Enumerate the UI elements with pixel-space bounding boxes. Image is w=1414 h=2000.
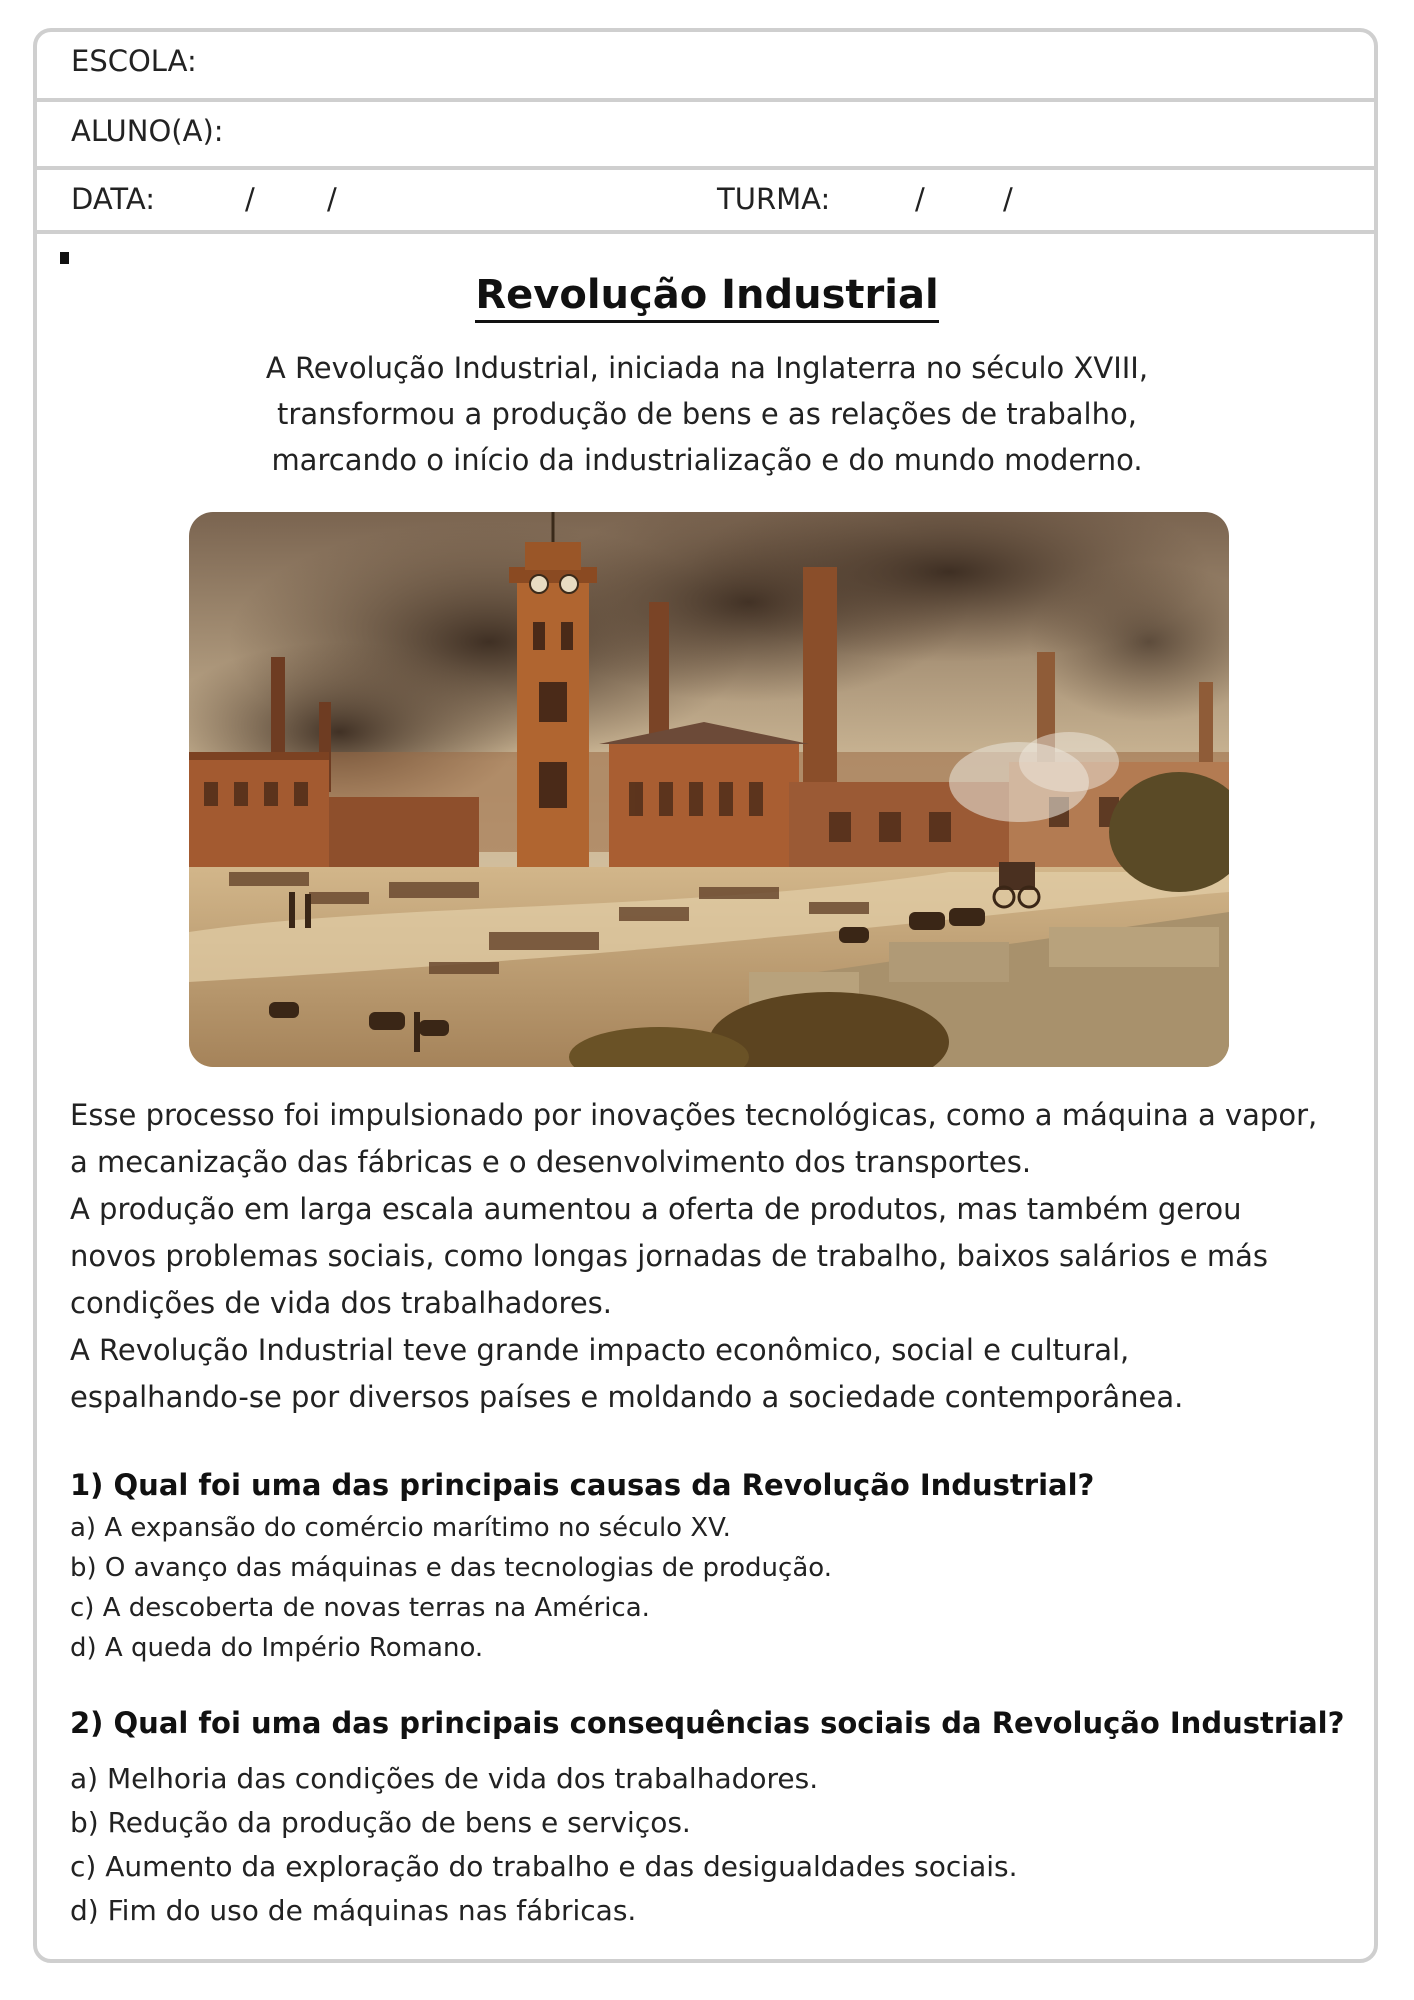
question-1-options <box>70 1508 1360 1668</box>
body-line: novos problemas sociais, como longas jornadas de trabalho, baixos salários e más <box>70 1239 1268 1273</box>
class-separator: / <box>1003 182 1013 216</box>
option-a: a) Melhoria das condições de vida dos trabalhadores. <box>70 1762 819 1795</box>
intro-line: transformou a produção de bens e as relações de trabalho, <box>277 397 1137 431</box>
student-row <box>37 102 1374 170</box>
body-line: condições de vida dos trabalhadores. <box>70 1286 613 1320</box>
body-line: A Revolução Industrial teve grande impacto econômico, social e cultural, <box>70 1333 1130 1367</box>
body-line: a mecanização das fábricas e o desenvolvimento dos transportes. <box>70 1145 1032 1179</box>
date-separator: / <box>245 182 255 216</box>
page-title <box>0 272 1414 318</box>
option-a: a) A expansão do comércio marítimo no século XV. <box>70 1513 731 1543</box>
date-label: DATA: <box>71 182 155 216</box>
option-b: b) Redução da produção de bens e serviços. <box>70 1806 691 1839</box>
body-line: espalhando-se por diversos países e moldando a sociedade contemporânea. <box>70 1380 1184 1414</box>
student-label: ALUNO(A): <box>71 114 224 148</box>
option-d: d) A queda do Império Romano. <box>70 1633 484 1663</box>
industrial-revolution-illustration <box>189 512 1229 1067</box>
question-2-options <box>70 1757 1360 1933</box>
date-class-row <box>37 170 1374 234</box>
body-line: A produção em larga escala aumentou a oferta de produtos, mas também gerou <box>70 1192 1242 1226</box>
class-separator: / <box>915 182 925 216</box>
intro-paragraph <box>100 345 1314 483</box>
body-line: Esse processo foi impulsionado por inovações tecnológicas, como a máquina a vapor, <box>70 1098 1318 1132</box>
date-separator: / <box>327 182 337 216</box>
question-2: 2) Qual foi uma das principais consequências sociais da Revolução Industrial? <box>70 1706 1345 1740</box>
page-title-text: Revolução Industrial <box>475 272 938 323</box>
option-c: c) A descoberta de novas terras na América. <box>70 1593 650 1623</box>
school-row <box>37 32 1374 102</box>
school-label: ESCOLA: <box>71 44 197 78</box>
factory-scene-image <box>189 512 1229 1067</box>
option-c: c) Aumento da exploração do trabalho e das desigualdades sociais. <box>70 1850 1018 1883</box>
question-1: 1) Qual foi uma das principais causas da Revolução Industrial? <box>70 1468 1095 1502</box>
bullet-marker <box>60 252 69 264</box>
body-paragraph <box>70 1092 1360 1421</box>
intro-line: marcando o início da industrialização e do mundo moderno. <box>271 443 1143 477</box>
option-b: b) O avanço das máquinas e das tecnologias de produção. <box>70 1553 832 1583</box>
option-d: d) Fim do uso de máquinas nas fábricas. <box>70 1894 637 1927</box>
class-label: TURMA: <box>717 182 831 216</box>
intro-line: A Revolução Industrial, iniciada na Inglaterra no século XVIII, <box>265 351 1149 385</box>
